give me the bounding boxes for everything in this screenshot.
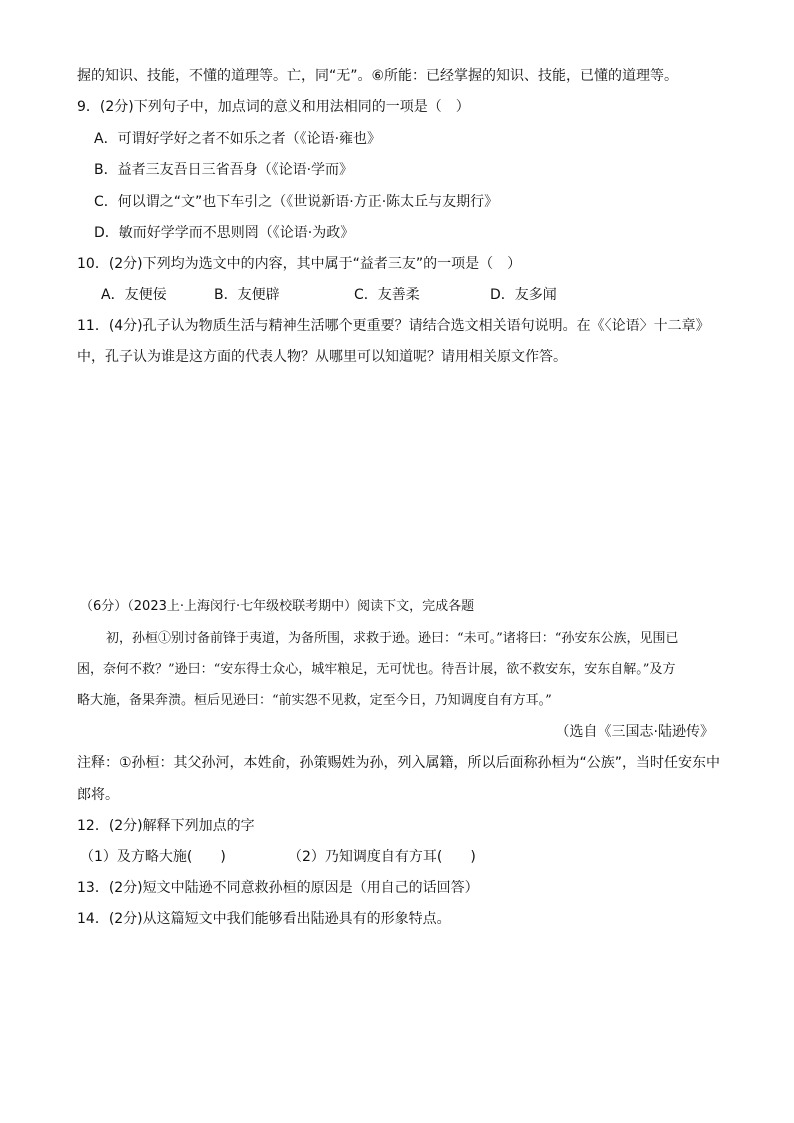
q12-part-1: （1）及方略大施( ) [80,849,226,865]
q11-stem-line1: 11．(4分)孔子认为物质生活与精神生活哪个更重要？请结合选文相关语句说明。在《〈论语〉十二章》 [77,318,710,334]
q9-stem: 9．(2分)下列句子中，加点词的意义和用法相同的一项是（ ） [77,99,470,115]
q10-option-a: A．友便佞 [101,287,167,303]
q12-stem: 12．(2分)解释下列加点的字 [77,818,255,834]
q11-stem-line2: 中，孔子认为谁是这方面的代表人物？从哪里可以知道呢？请用相关原文作答。 [77,349,567,365]
q9-option-a: A．可谓好学好之者不如乐之者（《论语·雍也》 [94,131,382,147]
passage-line-3: 略大施，备果奔溃。桓后见逊曰：“前实怨不见救，定至今日，乃知调度自有方耳。” [77,693,552,708]
q13-stem: 13．(2分)短文中陆逊不同意救孙桓的原因是（用自己的话回答） [77,880,479,896]
intro-tail-text: 握的知识、技能，不懂的道理等。亡，同“无”。⑥所能：已经掌握的知识、技能，已懂的道理等。 [77,68,679,84]
q10-option-c: C．友善柔 [354,287,420,303]
section2-header: （6分）（2023上·上海闵行·七年级校联考期中）阅读下文，完成各题 [80,599,475,614]
note-line-1: 注释：①孙桓：其父孙河，本姓俞，孙策赐姓为孙，列入属籍，所以后面称孙桓为“公族”，当时任安东中 [77,755,721,771]
passage-source: （选自《三国志·陆逊传》 [555,724,714,740]
q14-stem: 14．(2分)从这篇短文中我们能够看出陆逊具有的形象特点。 [77,911,451,927]
passage-line-2: 困，奈何不救？”逊曰：“安东得士众心，城牢粮足，无可忧也。待吾计展，欲不救安东，安东自解。”及方 [77,662,676,677]
q10-option-d: D．友多闻 [490,287,557,303]
q10-stem: 10．(2分)下列均为选文中的内容，其中属于“益者三友”的一项是（ ） [77,256,522,272]
note-line-2: 郎将。 [77,787,119,803]
q9-option-b: B．益者三友吾日三省吾身（《论语·学而》 [94,162,354,178]
q9-option-d: D．敏而好学学而不思则罔（《论语·为政》 [94,225,355,241]
q9-option-c: C．何以谓之“文”也下车引之（《世说新语·方正·陈太丘与友期行》 [94,194,499,210]
q12-part-2: （2）乃知调度自有方耳( ) [288,849,476,865]
q10-option-b: B．友便辟 [214,287,280,303]
passage-line-1: 初，孙桓①别讨备前锋于夷道，为备所围，求救于逊。逊曰：“未可。”诸将曰：“孙安东公族，见围已 [106,631,679,646]
